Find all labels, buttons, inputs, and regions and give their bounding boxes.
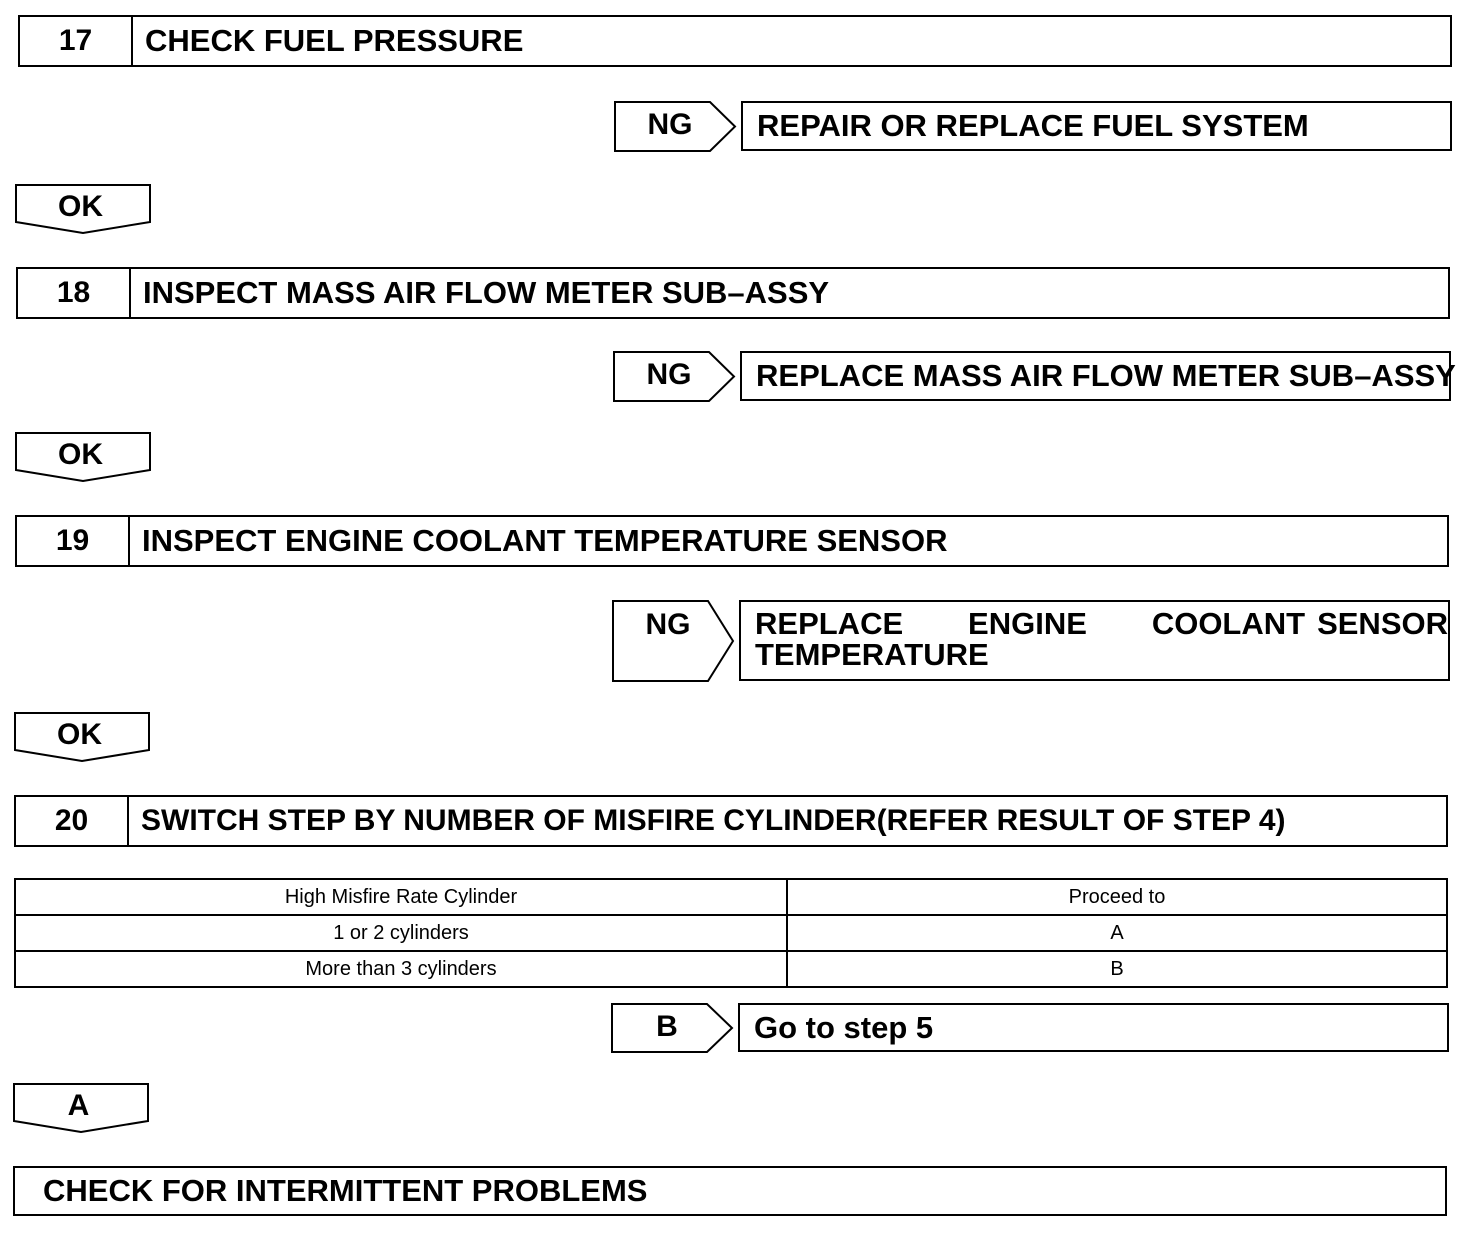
b-result-box: Go to step 5 [738, 1003, 1449, 1052]
ng-result-box: REPAIR OR REPLACE FUEL SYSTEM [741, 101, 1452, 151]
ng-result-line-1: REPLACE ENGINE COOLANT TEMPERATURE [755, 606, 1306, 672]
ok-branch-tag [15, 184, 152, 234]
step-title: CHECK FUEL PRESSURE [145, 23, 524, 58]
ok-label: OK [58, 190, 103, 223]
ng-label: NG [645, 608, 691, 641]
table-row [15, 915, 1447, 951]
table-cell: 1 or 2 cylinders [15, 915, 787, 951]
ng-branch-tag [613, 351, 737, 402]
table-row [15, 951, 1447, 987]
ng-result-box: REPLACE MASS AIR FLOW METER SUB–ASSY [740, 351, 1451, 401]
ng-branch-tag [612, 600, 736, 682]
ng-result-box [739, 600, 1450, 681]
step-number: 20 [16, 797, 129, 845]
step-number: 19 [17, 517, 130, 565]
table-header-cell: High Misfire Rate Cylinder [15, 879, 787, 915]
table-cell: B [787, 951, 1447, 987]
ok-label: OK [57, 718, 102, 751]
a-branch-tag [13, 1083, 150, 1133]
step-18-box [16, 267, 1450, 319]
step-number: 18 [18, 269, 131, 317]
step-title: INSPECT ENGINE COOLANT TEMPERATURE SENSOR [142, 523, 948, 558]
ok-label: OK [58, 438, 103, 471]
misfire-table [14, 878, 1448, 988]
table-header-row [15, 879, 1447, 915]
step-20-box [14, 795, 1448, 847]
ng-result-line-2: SENSOR [1317, 606, 1448, 641]
b-label: B [656, 1010, 678, 1043]
ng-label: NG [646, 358, 692, 391]
table-header-cell: Proceed to [787, 879, 1447, 915]
step-17-box [18, 15, 1452, 67]
a-label: A [67, 1089, 90, 1122]
ok-branch-tag [14, 712, 151, 762]
final-step-box: CHECK FOR INTERMITTENT PROBLEMS [13, 1166, 1447, 1216]
step-title: INSPECT MASS AIR FLOW METER SUB–ASSY [143, 275, 830, 310]
step-number: 17 [20, 17, 133, 65]
b-branch-tag [611, 1003, 735, 1053]
table-cell: A [787, 915, 1447, 951]
ng-label: NG [647, 108, 693, 141]
ng-branch-tag [614, 101, 738, 152]
step-title: SWITCH STEP BY NUMBER OF MISFIRE CYLINDER(REFER RESULT OF STEP 4) [141, 804, 1286, 837]
ok-branch-tag [15, 432, 152, 482]
table-cell: More than 3 cylinders [15, 951, 787, 987]
step-19-box [15, 515, 1449, 567]
